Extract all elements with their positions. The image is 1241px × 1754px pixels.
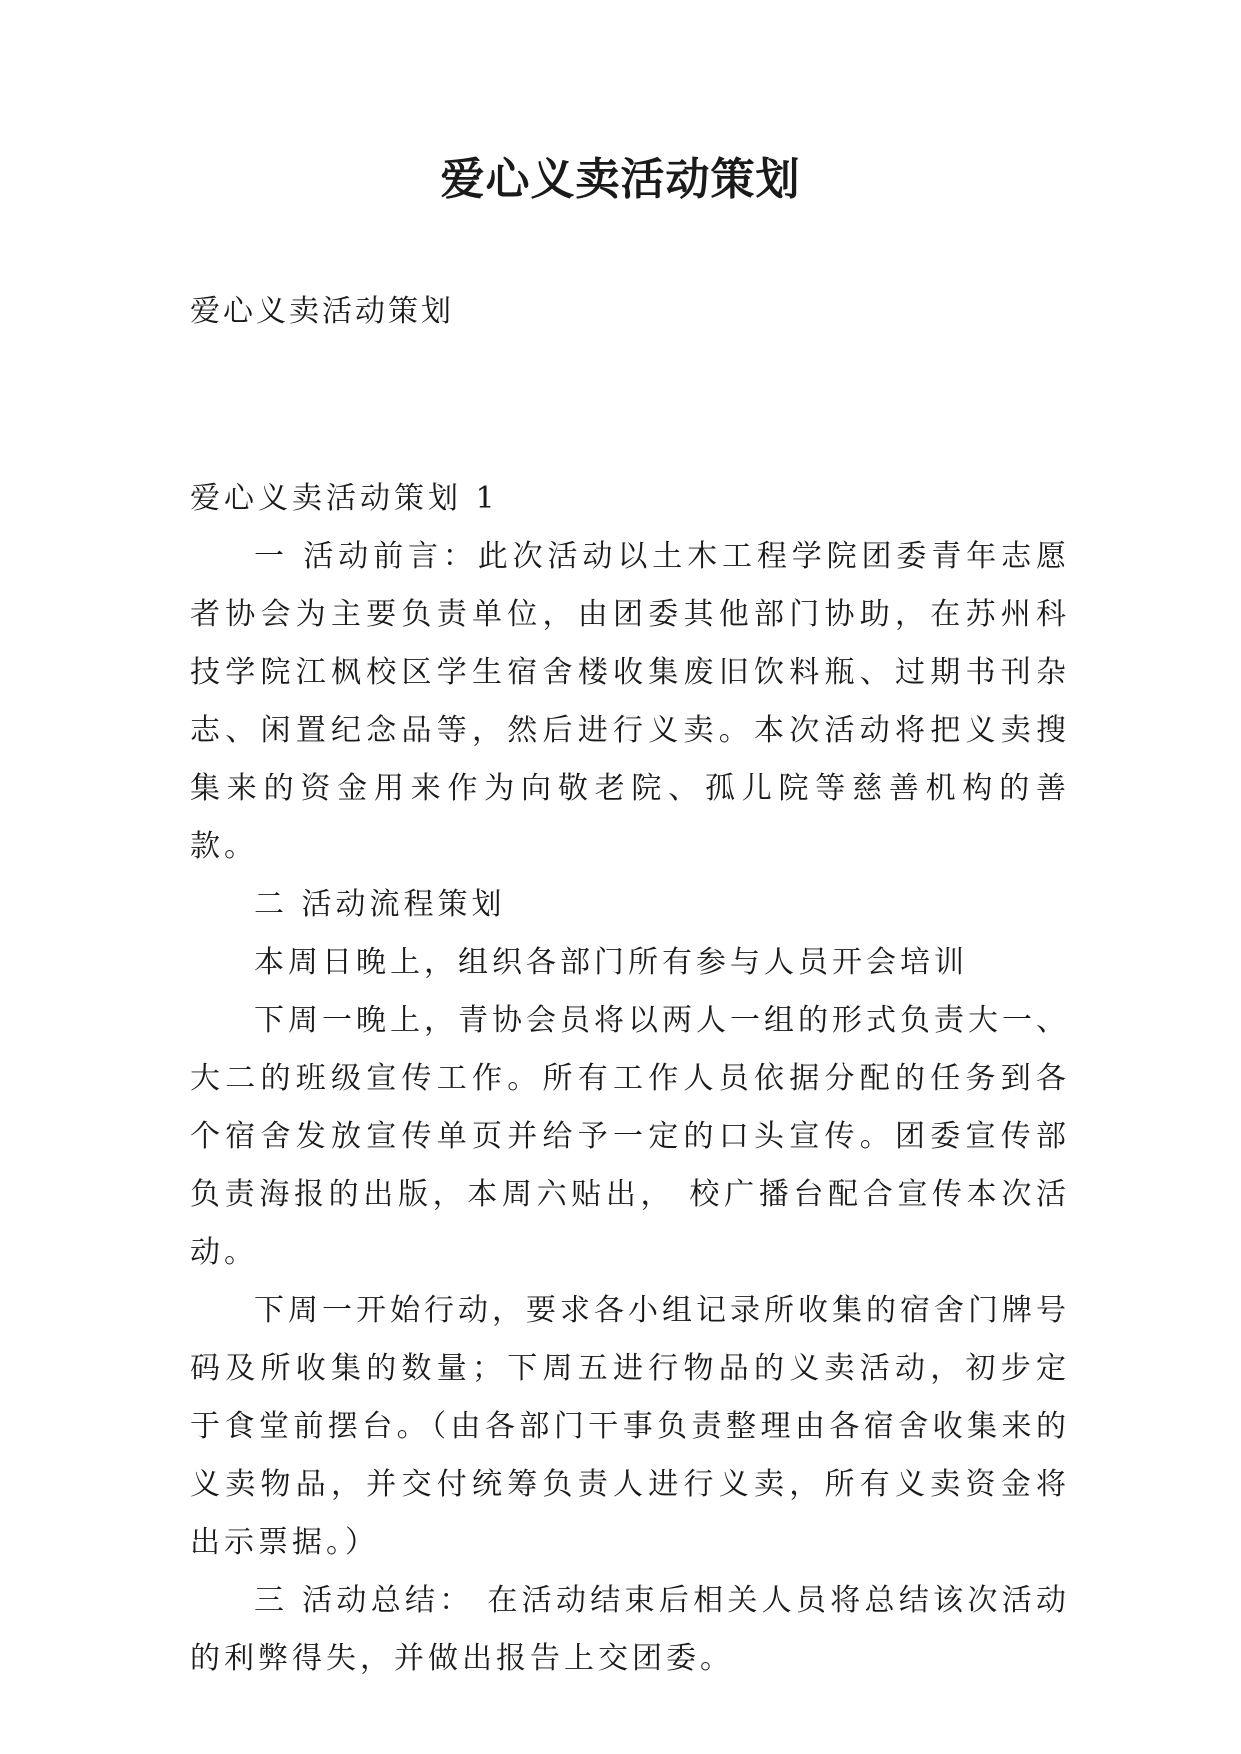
- paragraph-action-sale: 下周一开始行动，要求各小组记录所收集的宿舍门牌号码及所收集的数量；下周五进行物品的义卖活动，初步定于食堂前摆台。（由各部门干事负责整理由各宿舍收集来的义卖物品，并交付统筹负责人进行义卖，所有义卖资金将出示票据。）: [190, 1293, 1070, 1560]
- document-subtitle: 爱心义卖活动策划: [190, 294, 454, 329]
- paragraph-monday-promotion: 下周一晚上，青协会员将以两人一组的形式负责大一、大二的班级宣传工作。所有工作人员依据分配的任务到各个宿舍发放宣传单页并给予一定的口头宣传。团委宣传部负责海报的出版，本周六贴出， 校广播台配合宣传本次活动。: [190, 1003, 1070, 1270]
- paragraph-process-heading: 二 活动流程策划: [254, 887, 506, 922]
- paragraph-summary: 三 活动总结： 在活动结束后相关人员将总结该次活动的利弊得失，并做出报告上交团委。: [190, 1583, 1070, 1676]
- paragraph-sunday-training: 本周日晚上，组织各部门所有参与人员开会培训: [254, 945, 968, 980]
- document-title: 爱心义卖活动策划: [440, 154, 801, 205]
- document-body: [190, 470, 1070, 1688]
- section-heading: 爱心义卖活动策划 1: [190, 481, 499, 516]
- paragraph-preface: 一 活动前言：此次活动以土木工程学院团委青年志愿者协会为主要负责单位，由团委其他部门协助，在苏州科技学院江枫校区学生宿舍楼收集废旧饮料瓶、过期书刊杂志、闲置纪念品等，然后进行义卖。本次活动将把义卖搜集来的资金用来作为向敬老院、孤儿院等慈善机构的善款。: [190, 539, 1070, 864]
